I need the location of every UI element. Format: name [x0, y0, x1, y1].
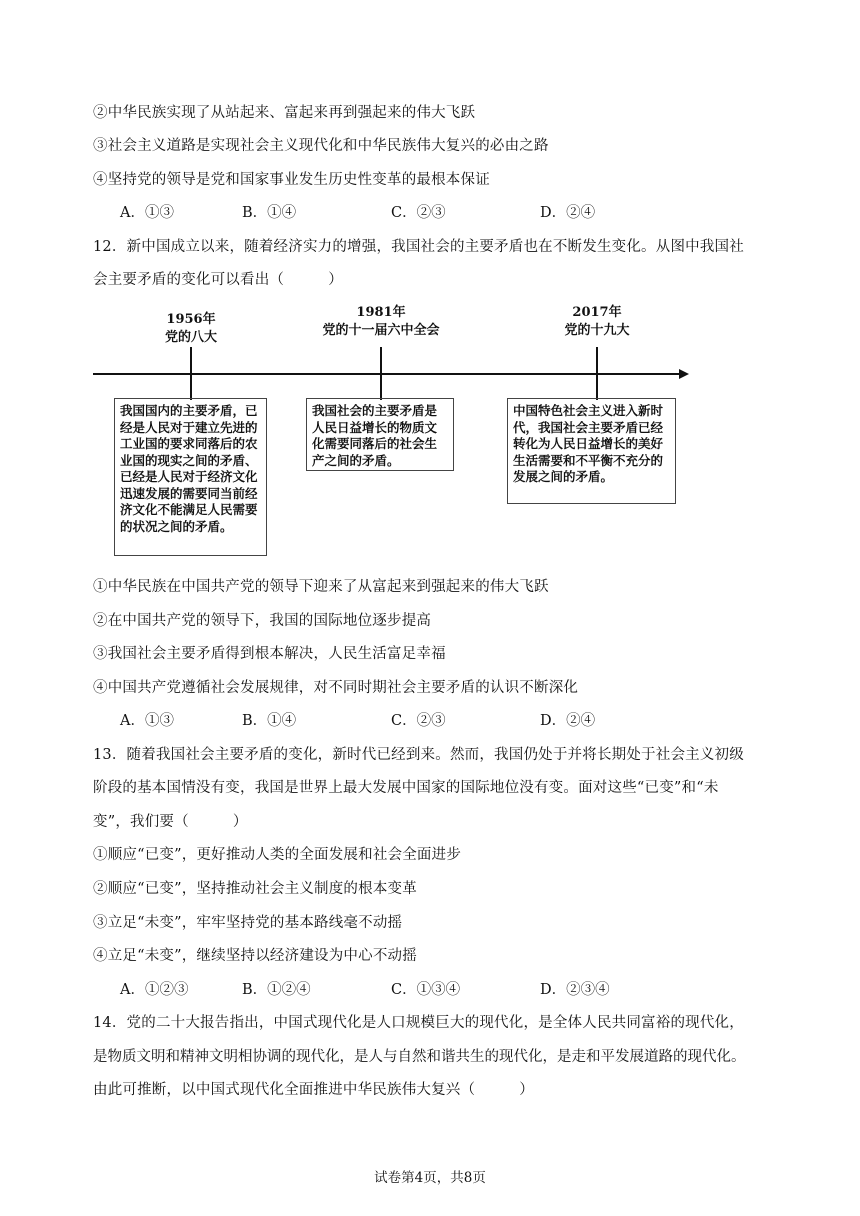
q13-option-b[interactable]: B．①②④: [242, 982, 311, 998]
q13-option-d[interactable]: D．②③④: [540, 982, 610, 998]
timeline-event: 党的十九大: [564, 323, 630, 338]
q13-option-c[interactable]: C．①③④: [391, 982, 461, 998]
q13-option-a[interactable]: A．①②③: [120, 982, 189, 998]
q12-option-a[interactable]: A．①③: [120, 713, 174, 729]
q11-item-4: ④坚持党的领导是党和国家事业发生历史性变革的最根本保证: [93, 172, 490, 188]
q13-item-3: ③立足“未变”，牢牢坚持党的基本路线毫不动摇: [93, 915, 403, 931]
q12-option-c[interactable]: C．②③: [391, 713, 446, 729]
q14-stem-line-1: 14．党的二十大报告指出，中国式现代化是人口规模巨大的现代化，是全体人民共同富裕的现代化，: [93, 1015, 744, 1031]
q11-option-a[interactable]: A．①③: [120, 205, 174, 221]
timeline-year: 2017年: [572, 305, 622, 320]
q12-stem-line-1: 12．新中国成立以来，随着经济实力的增强，我国社会的主要矛盾也在不断发生变化。从图中我国社: [93, 239, 744, 255]
q11-item-2: ②中华民族实现了从站起来、富起来再到强起来的伟大飞跃: [93, 105, 476, 121]
page-footer: 试卷第4页，共8页: [374, 1170, 486, 1186]
q11-item-3: ③社会主义道路是实现社会主义现代化和中华民族伟大复兴的必由之路: [93, 138, 549, 154]
q13-stem-line-3: 变”，我们要（ ）: [93, 814, 248, 830]
q12-item-2: ②在中国共产党的领导下，我国的国际地位逐步提高: [93, 613, 432, 629]
q12-item-4: ④中国共产党遵循社会发展规律，对不同时期社会主要矛盾的认识不断深化: [93, 680, 579, 696]
q13-item-2: ②顺应“已变”，坚持推动社会主义制度的根本变革: [93, 881, 417, 897]
q13-stem-line-1: 13．随着我国社会主要矛盾的变化，新时代已经到来。然而，我国仍处于并将长期处于社会主义初级: [93, 747, 744, 763]
timeline-label-1956: [131, 311, 251, 347]
q12-option-b[interactable]: B．①④: [242, 713, 297, 729]
timeline-box-1956: 我国国内的主要矛盾，已经是人民对于建立先进的工业国的要求同落后的农业国的现实之间的矛盾、已经是人民对于经济文化迅速发展的需要同当前经济文化不能满足人民需要的状况之间的矛盾。: [114, 398, 267, 556]
timeline-event: 党的八大: [164, 330, 217, 345]
timeline-box-2017: 中国特色社会主义进入新时代，我国社会主要矛盾已经转化为人民日益增长的美好生活需要和不平衡不充分的发展之间的矛盾。: [507, 398, 676, 504]
timeline-event: 党的十一届六中全会: [322, 323, 440, 338]
timeline-arrowhead: [679, 369, 689, 379]
q11-option-b[interactable]: B．①④: [242, 205, 297, 221]
timeline-box-1981: 我国社会的主要矛盾是人民日益增长的物质文化需要同落后的社会生产之间的矛盾。: [306, 398, 454, 471]
timeline-year: 1981年: [356, 305, 406, 320]
q12-stem-line-2: 会主要矛盾的变化可以看出（ ）: [93, 272, 343, 288]
q14-stem-line-2: 是物质文明和精神文明相协调的现代化，是人与自然和谐共生的现代化，是走和平发展道路的现代化。: [93, 1049, 746, 1065]
q13-item-1: ①顺应“已变”，更好推动人类的全面发展和社会全面进步: [93, 847, 462, 863]
q14-stem-line-3: 由此可推断，以中国式现代化全面推进中华民族伟大复兴（ ）: [93, 1082, 534, 1098]
q13-item-4: ④立足“未变”，继续坚持以经济建设为中心不动摇: [93, 948, 417, 964]
q11-option-d[interactable]: D．②④: [540, 205, 596, 221]
q12-item-1: ①中华民族在中国共产党的领导下迎来了从富起来到强起来的伟大飞跃: [93, 579, 549, 595]
timeline-year: 1956年: [166, 312, 216, 327]
q13-stem-line-2: 阶段的基本国情没有变，我国是世界上最大发展中国家的国际地位没有变。面对这些“已变”和“未: [93, 780, 719, 796]
q12-item-3: ③我国社会主要矛盾得到根本解决，人民生活富足幸福: [93, 646, 446, 662]
timeline-label-2017: [537, 304, 657, 340]
q11-option-c[interactable]: C．②③: [391, 205, 446, 221]
q12-option-d[interactable]: D．②④: [540, 713, 596, 729]
timeline-label-1981: [301, 304, 461, 340]
